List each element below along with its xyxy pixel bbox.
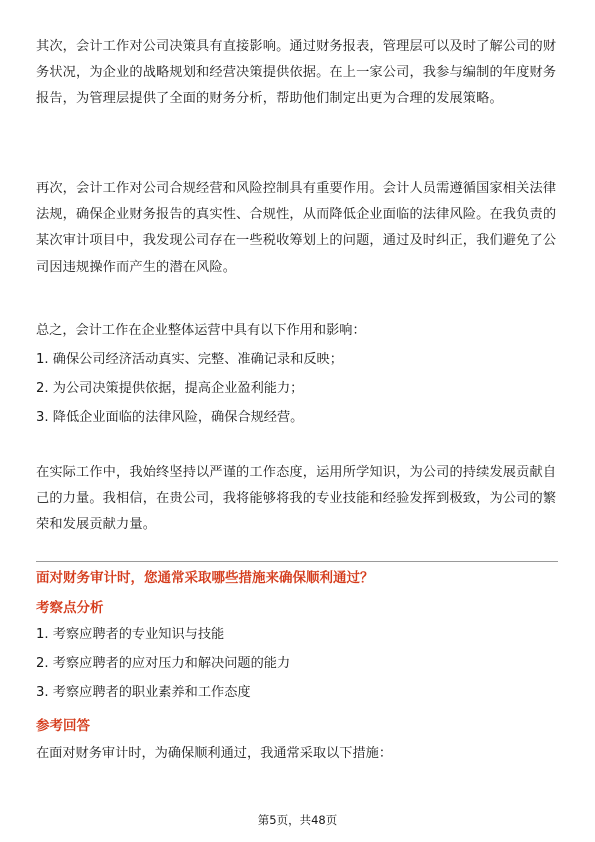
analysis-item: 1. 考察应聘者的专业知识与技能 — [36, 627, 225, 642]
answer-intro: 在面对财务审计时，为确保顺利通过，我通常采取以下措施： — [36, 746, 393, 761]
summary-item: 1. 确保公司经济活动真实、完整、准确记录和反映； — [36, 352, 343, 367]
page-number: 第5页，共48页 — [257, 813, 338, 827]
answer-heading: 参考回答 — [36, 718, 90, 734]
analysis-item: 3. 考察应聘者的职业素养和工作态度 — [36, 685, 251, 700]
paragraph-compliance-risk: 再次，会计工作对公司合规经营和风险控制具有重要作用。会计人员需遵循国家相关法律法规，确保企业财务报告的真实性、合规性，从而降低企业面临的法律风险。在我负责的某次审计项目中，我发现公司存在一些税收筹划上的问题，通过及时纠正，我们避免了公司因违规操作而产生的潜在风险。 — [36, 181, 557, 275]
summary-intro: 总之，会计工作在企业整体运营中具有以下作用和影响： — [36, 323, 366, 338]
analysis-heading: 考察点分析 — [36, 600, 104, 616]
paragraph-decision-impact: 其次，会计工作对公司决策具有直接影响。通过财务报表，管理层可以及时了解公司的财务状况，为企业的战略规划和经营决策提供依据。在上一家公司，我参与编制的年度财务报告，为管理层提供了全面的财务分析，帮助他们制定出更为合理的发展策略。 — [36, 39, 557, 107]
section-divider — [36, 561, 558, 562]
interview-question: 面对财务审计时，您通常采取哪些措施来确保顺利通过？ — [36, 570, 374, 586]
analysis-item: 2. 考察应聘者的应对压力和解决问题的能力 — [36, 656, 291, 671]
summary-item: 3. 降低企业面临的法律风险，确保合规经营。 — [36, 410, 304, 425]
summary-item: 2. 为公司决策提供依据，提高企业盈利能力； — [36, 381, 304, 396]
paragraph-conclusion: 在实际工作中，我始终坚持以严谨的工作态度，运用所学知识，为公司的持续发展贡献自己的力量。我相信，在贵公司，我将能够将我的专业技能和经验发挥到极致，为公司的繁荣和发展贡献力量。 — [36, 465, 557, 533]
